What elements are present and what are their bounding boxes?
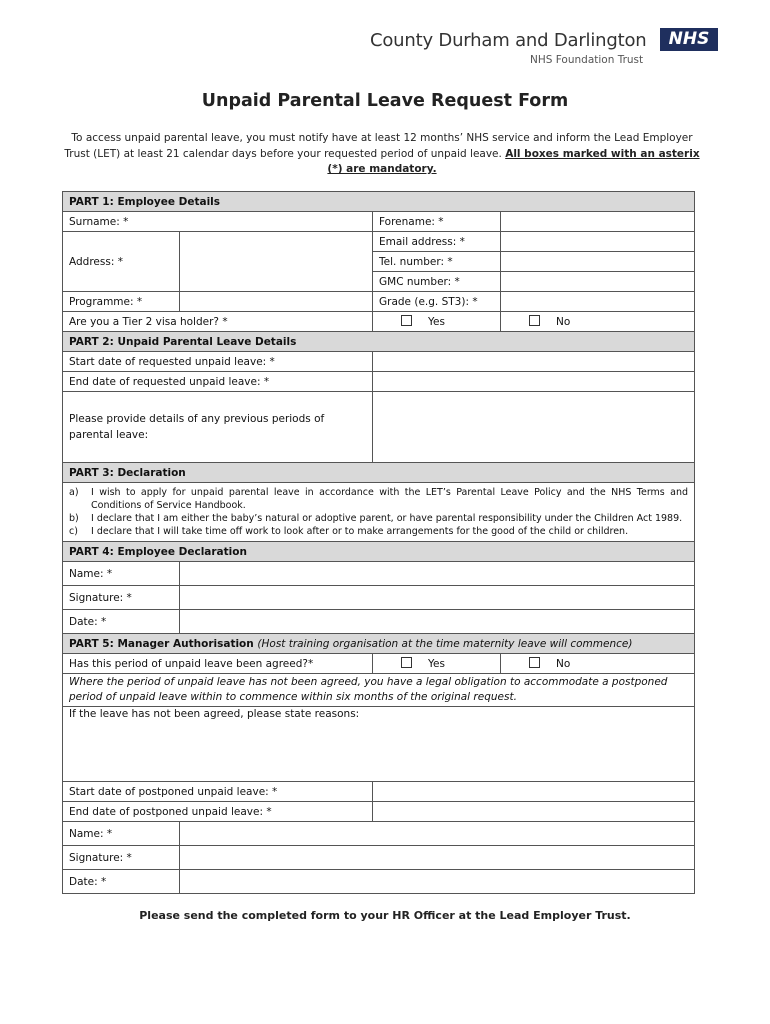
employee-signature-field[interactable] xyxy=(180,586,695,610)
tier2-label: Are you a Tier 2 visa holder? * xyxy=(63,312,373,332)
obligation-note: Where the period of unpaid leave has not been agreed, you have a legal obligation to accommodate a postponed period of unpaid leave within to commence within six months of the original request. xyxy=(63,674,695,707)
agreed-yes-label: Yes xyxy=(428,658,445,670)
intro-body: To access unpaid parental leave, you must notify have at least 12 months’ NHS service and inform the Lead Employer Trust (LET) at least 21 calendar days before your requested period of unpaid leave. xyxy=(64,132,693,160)
programme-field[interactable] xyxy=(180,292,373,312)
part4-heading: PART 4: Employee Declaration xyxy=(63,542,695,562)
trust-name: NHS Foundation Trust xyxy=(530,54,644,66)
tier2-yes-cell[interactable] xyxy=(373,312,501,332)
footer-instruction: Please send the completed form to your HR Officer at the Lead Employer Trust. xyxy=(139,909,631,922)
address-field[interactable] xyxy=(180,232,373,292)
agreed-yes-cell[interactable] xyxy=(373,654,501,674)
employee-date-field[interactable] xyxy=(180,610,695,634)
previous-leave-field[interactable] xyxy=(373,392,695,463)
previous-leave-label: Please provide details of any previous periods of parental leave: xyxy=(63,392,373,463)
manager-name-field[interactable] xyxy=(180,822,695,846)
start-date-label: Start date of requested unpaid leave: * xyxy=(63,352,373,372)
declaration-item: a) I wish to apply for unpaid parental leave in accordance with the LET’s Parental Leave Policy and the NHS Terms and Conditions of Service Handbook. xyxy=(69,487,689,511)
programme-label: Programme: * xyxy=(63,292,180,312)
employee-name-label: Name: * xyxy=(63,562,180,586)
employee-name-field[interactable] xyxy=(180,562,695,586)
declaration-item: c) I declare that I will take time off work to look after or to make arrangements for the good of the child or children. xyxy=(69,526,629,537)
declaration-list xyxy=(63,483,695,542)
agreed-no-cell[interactable] xyxy=(501,654,695,674)
part1-heading: PART 1: Employee Details xyxy=(63,192,695,212)
agreed-no-checkbox[interactable] xyxy=(529,657,540,668)
reasons-field[interactable] xyxy=(63,707,695,782)
forename-field[interactable] xyxy=(501,212,695,232)
org-name: County Durham and Darlington xyxy=(370,30,647,51)
grade-field[interactable] xyxy=(501,292,695,312)
intro-text xyxy=(62,131,702,178)
agreed-yes-checkbox[interactable] xyxy=(401,657,412,668)
postponed-start-label: Start date of postponed unpaid leave: * xyxy=(63,782,373,802)
manager-date-field[interactable] xyxy=(180,870,695,894)
tier2-yes-checkbox[interactable] xyxy=(401,315,412,326)
email-field[interactable] xyxy=(501,232,695,252)
manager-date-label: Date: * xyxy=(63,870,180,894)
surname-label: Surname: * xyxy=(63,212,373,232)
forename-label: Forename: * xyxy=(373,212,501,232)
letterhead xyxy=(360,26,730,72)
gmc-label: GMC number: * xyxy=(373,272,501,292)
gmc-field[interactable] xyxy=(501,272,695,292)
part2-heading: PART 2: Unpaid Parental Leave Details xyxy=(63,332,695,352)
tier2-no-checkbox[interactable] xyxy=(529,315,540,326)
part5-heading-note: (Host training organisation at the time maternity leave will commence) xyxy=(257,637,633,650)
tier2-no-label: No xyxy=(556,316,571,328)
part5-heading: PART 5: Manager Authorisation (Host training organisation at the time maternity leave will commence) xyxy=(63,634,695,654)
employee-signature-label: Signature: * xyxy=(63,586,180,610)
tel-field[interactable] xyxy=(501,252,695,272)
employee-date-label: Date: * xyxy=(63,610,180,634)
end-date-field[interactable] xyxy=(373,372,695,392)
postponed-end-field[interactable] xyxy=(373,802,695,822)
postponed-end-label: End date of postponed unpaid leave: * xyxy=(63,802,373,822)
nhs-logo: NHS xyxy=(660,28,718,51)
part3-heading: PART 3: Declaration xyxy=(63,463,695,483)
reasons-label: If the leave has not been agreed, please state reasons: xyxy=(69,708,360,720)
request-form-table xyxy=(62,191,695,894)
email-label: Email address: * xyxy=(373,232,501,252)
tel-label: Tel. number: * xyxy=(373,252,501,272)
mandatory-note: All boxes marked with an asterix (*) are mandatory. xyxy=(327,147,700,175)
agreed-no-label: No xyxy=(556,658,571,670)
tier2-no-cell[interactable] xyxy=(501,312,695,332)
address-label: Address: * xyxy=(63,232,180,292)
agreed-label: Has this period of unpaid leave been agreed?* xyxy=(63,654,373,674)
start-date-field[interactable] xyxy=(373,352,695,372)
declaration-item: b) I declare that I am either the baby’s natural or adoptive parent, or have parental responsibility under the Children Act 1989. xyxy=(69,513,683,524)
grade-label: Grade (e.g. ST3): * xyxy=(373,292,501,312)
end-date-label: End date of requested unpaid leave: * xyxy=(63,372,373,392)
form-title: Unpaid Parental Leave Request Form xyxy=(201,91,569,111)
tier2-yes-label: Yes xyxy=(428,316,445,328)
manager-signature-label: Signature: * xyxy=(63,846,180,870)
manager-name-label: Name: * xyxy=(63,822,180,846)
postponed-start-field[interactable] xyxy=(373,782,695,802)
manager-signature-field[interactable] xyxy=(180,846,695,870)
